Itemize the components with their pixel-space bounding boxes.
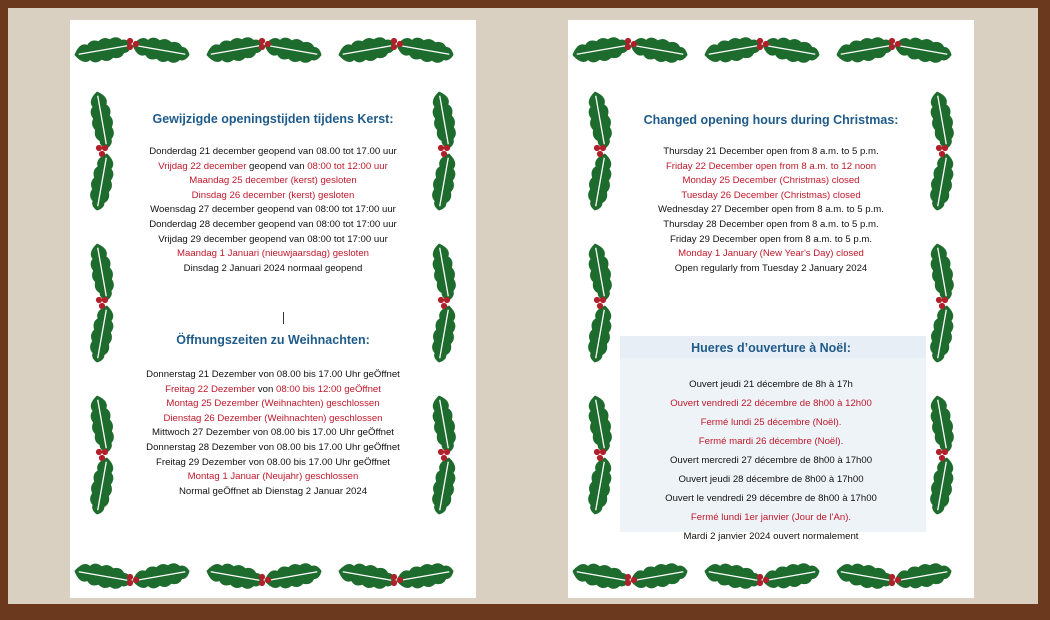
german-section: [125, 333, 421, 499]
dutch-title: Gewijzigde openingstijden tijdens Kerst:: [152, 112, 394, 126]
hours-line: [623, 489, 919, 508]
holly-leaf-icon: [927, 456, 958, 517]
holly-berry-icon: [594, 297, 606, 309]
open-text: Thursday 28 December open from 8 a.m. to 5 p.m.: [663, 218, 879, 230]
notice-page-dutch-german: [70, 20, 476, 598]
hours-line: [125, 397, 421, 412]
hours-line: [623, 233, 919, 248]
closed-text: Fermé lundi 1er janvier (Jour de l'An).: [690, 512, 852, 523]
holly-leaf-icon: [429, 456, 460, 517]
holly-leaf-icon: [429, 152, 460, 213]
open-text: Donderdag 28 december geopend van 08:00 tot 17:00 uur: [149, 218, 397, 230]
closed-text: Monday 1 January (New Year's Day) closed: [678, 248, 864, 260]
holly-berry-icon: [594, 449, 606, 461]
holly-berry-icon: [936, 145, 948, 157]
text-cursor: [283, 312, 284, 324]
holly-berry-icon: [438, 145, 450, 157]
french-hours-list: [623, 375, 919, 546]
holly-leaf-icon: [927, 394, 958, 455]
holly-berry-icon: [438, 297, 450, 309]
open-text: Donnerstag 28 Dezember von 08.00 bis 17.00 Uhr geÖffnet: [146, 441, 400, 453]
holly-leaf-icon: [87, 394, 118, 455]
closed-text: 08:00 tot 12:00 uur: [307, 160, 388, 172]
hours-line: [623, 432, 919, 451]
holly-leaf-icon: [394, 560, 455, 593]
hours-line: [623, 247, 919, 262]
hours-line: [125, 412, 421, 427]
hours-line: [623, 218, 919, 233]
holly-berry-icon: [391, 574, 403, 586]
hours-line: [125, 247, 421, 262]
holly-berry-icon: [391, 38, 403, 50]
hours-line: [125, 441, 421, 456]
closed-text: Vrijdag 22 december: [158, 160, 247, 172]
holly-leaf-icon: [628, 34, 689, 67]
holly-leaf-icon: [927, 152, 958, 213]
hours-line: [125, 218, 421, 233]
hours-line: [125, 383, 421, 398]
open-text: Wednesday 27 December open from 8 a.m. to 5 p.m.: [658, 204, 884, 216]
holly-leaf-icon: [429, 394, 460, 455]
holly-leaf-icon: [585, 90, 616, 151]
holly-leaf-icon: [87, 152, 118, 213]
hours-line: [125, 368, 421, 383]
holly-leaf-icon: [702, 560, 763, 593]
holly-berry-icon: [594, 145, 606, 157]
holly-leaf-icon: [585, 456, 616, 517]
hours-line: [125, 456, 421, 471]
open-text: Woensdag 27 december geopend van 08:00 tot 17:00 uur: [150, 204, 396, 216]
closed-text: Ouvert vendredi 22 décembre de 8h00 à 12h00: [670, 398, 872, 409]
open-text: Mardi 2 janvier 2024 ouvert normalement: [683, 531, 859, 542]
holly-leaf-icon: [834, 34, 895, 67]
holly-leaf-icon: [585, 304, 616, 365]
closed-text: Dienstag 26 Dezember (Weihnachten) geschlossen: [163, 412, 383, 424]
open-text: Mittwoch 27 Dezember von 08.00 bis 17.00 Uhr geÖffnet: [152, 427, 394, 439]
hours-line: [623, 174, 919, 189]
closed-text: Freitag 22 Dezember: [165, 383, 256, 395]
hours-line: [125, 189, 421, 204]
hours-line: [125, 174, 421, 189]
hours-line: [623, 508, 919, 527]
holly-leaf-icon: [87, 90, 118, 151]
holly-leaf-icon: [585, 152, 616, 213]
holly-leaf-icon: [130, 560, 191, 593]
open-text: Ouvert jeudi 28 décembre de 8h00 à 17h00: [678, 474, 864, 485]
holly-berry-icon: [127, 38, 139, 50]
holly-leaf-icon: [927, 242, 958, 303]
holly-berry-icon: [438, 449, 450, 461]
wooden-frame: [8, 8, 1038, 604]
holly-leaf-icon: [336, 560, 397, 593]
holly-leaf-icon: [702, 34, 763, 67]
holly-leaf-icon: [570, 560, 631, 593]
holly-leaf-icon: [87, 304, 118, 365]
hours-line: [623, 189, 919, 204]
hours-line: [623, 203, 919, 218]
holly-berry-icon: [625, 574, 637, 586]
holly-leaf-icon: [760, 34, 821, 67]
closed-text: Friday 22 December open from 8 a.m. to 12 noon: [665, 160, 877, 172]
holly-berry-icon: [259, 38, 271, 50]
open-text: Donnerstag 21 Dezember von 08.00 bis 17.00 Uhr geÖffnet: [146, 369, 400, 380]
english-section: [623, 113, 919, 276]
holly-leaf-icon: [760, 560, 821, 593]
hours-line: [125, 145, 421, 160]
holly-leaf-icon: [892, 560, 953, 593]
holly-leaf-icon: [927, 90, 958, 151]
closed-text: Fermé mardi 26 décembre (Noël).: [698, 436, 844, 447]
holly-berry-icon: [96, 145, 108, 157]
open-text: Vrijdag 29 december geopend van 08:00 tot 17:00 uur: [158, 233, 388, 245]
hours-line: [623, 262, 919, 277]
hours-line: [623, 160, 919, 175]
hours-line: [125, 262, 421, 277]
closed-text: Montag 25 Dezember (Weihnachten) geschlossen: [166, 398, 380, 410]
holly-berry-icon: [936, 297, 948, 309]
open-text: Dinsdag 2 Januari 2024 normaal geopend: [183, 262, 363, 274]
open-text: Donderdag 21 december geopend van 08.00 tot 17.00 uur: [149, 146, 397, 157]
hours-line: [125, 233, 421, 248]
hours-line: [623, 470, 919, 489]
holly-leaf-icon: [87, 456, 118, 517]
closed-text: Fermé lundi 25 décembre (Noël).: [700, 417, 842, 428]
hours-line: [125, 470, 421, 485]
open-text: geopend van: [246, 160, 308, 172]
closed-text: 08:00 bis 12:00 geÖffnet: [276, 383, 381, 395]
holly-berry-icon: [889, 38, 901, 50]
holly-leaf-icon: [834, 560, 895, 593]
holly-leaf-icon: [262, 560, 323, 593]
hours-line: [623, 451, 919, 470]
holly-leaf-icon: [72, 560, 133, 593]
hours-line: [125, 485, 421, 500]
closed-text: Montag 1 Januar (Neujahr) geschlossen: [187, 471, 359, 483]
open-text: Ouvert jeudi 21 décembre de 8h à 17h: [689, 379, 853, 390]
holly-leaf-icon: [72, 34, 133, 67]
open-text: Normal geÖffnet ab Dienstag 2 Januar 2024: [178, 485, 368, 497]
dutch-hours-list: [125, 145, 421, 276]
hours-line: [623, 413, 919, 432]
holly-leaf-icon: [585, 242, 616, 303]
holly-leaf-icon: [892, 34, 953, 67]
open-text: Freitag 29 Dezember von 08.00 bis 17.00 Uhr geÖffnet: [156, 456, 390, 468]
german-title: Öffnungszeiten zu Weihnachten:: [176, 333, 370, 347]
holly-berry-icon: [757, 38, 769, 50]
closed-text: Tuesday 26 December (Christmas) closed: [681, 189, 861, 201]
open-text: von: [255, 383, 277, 395]
holly-leaf-icon: [262, 34, 323, 67]
holly-berry-icon: [127, 574, 139, 586]
holly-leaf-icon: [394, 34, 455, 67]
notice-page-english-french: [568, 20, 974, 598]
german-hours-list: [125, 368, 421, 499]
holly-leaf-icon: [429, 304, 460, 365]
hours-line: [125, 203, 421, 218]
holly-leaf-icon: [204, 560, 265, 593]
open-text: Thursday 21 December open from 8 a.m. to 5 p.m.: [663, 146, 879, 157]
holly-berry-icon: [259, 574, 271, 586]
holly-berry-icon: [625, 38, 637, 50]
hours-line: [125, 426, 421, 441]
holly-leaf-icon: [927, 304, 958, 365]
holly-leaf-icon: [429, 242, 460, 303]
open-text: Friday 29 December open from 8 a.m. to 5 p.m.: [669, 233, 873, 245]
holly-leaf-icon: [429, 90, 460, 151]
holly-leaf-icon: [570, 34, 631, 67]
hours-line: [125, 160, 421, 175]
english-title: Changed opening hours during Christmas:: [643, 113, 899, 127]
french-title: Hueres d’ouverture à Noël:: [691, 341, 851, 355]
holly-leaf-icon: [130, 34, 191, 67]
holly-leaf-icon: [204, 34, 265, 67]
hours-line: [623, 375, 919, 394]
holly-berry-icon: [889, 574, 901, 586]
french-section: [623, 341, 919, 546]
holly-leaf-icon: [585, 394, 616, 455]
english-hours-list: [623, 145, 919, 276]
closed-text: Dinsdag 26 december (kerst) gesloten: [191, 189, 355, 201]
holly-leaf-icon: [87, 242, 118, 303]
hours-line: [623, 145, 919, 160]
holly-berry-icon: [96, 449, 108, 461]
holly-berry-icon: [757, 574, 769, 586]
open-text: Open regularly from Tuesday 2 January 2024: [674, 262, 868, 274]
holly-leaf-icon: [628, 560, 689, 593]
dutch-section: [125, 112, 421, 276]
holly-leaf-icon: [336, 34, 397, 67]
closed-text: Maandag 25 december (kerst) gesloten: [189, 175, 357, 187]
hours-line: [623, 394, 919, 413]
holly-berry-icon: [96, 297, 108, 309]
hours-line: [623, 527, 919, 546]
open-text: Ouvert le vendredi 29 décembre de 8h00 à 17h00: [665, 493, 877, 504]
closed-text: Maandag 1 Januari (nieuwjaarsdag) gesloten: [177, 248, 369, 260]
holly-berry-icon: [936, 449, 948, 461]
open-text: Ouvert mercredi 27 décembre de 8h00 à 17h00: [669, 455, 873, 466]
closed-text: Monday 25 December (Christmas) closed: [682, 175, 860, 187]
holly-border: [70, 20, 476, 598]
